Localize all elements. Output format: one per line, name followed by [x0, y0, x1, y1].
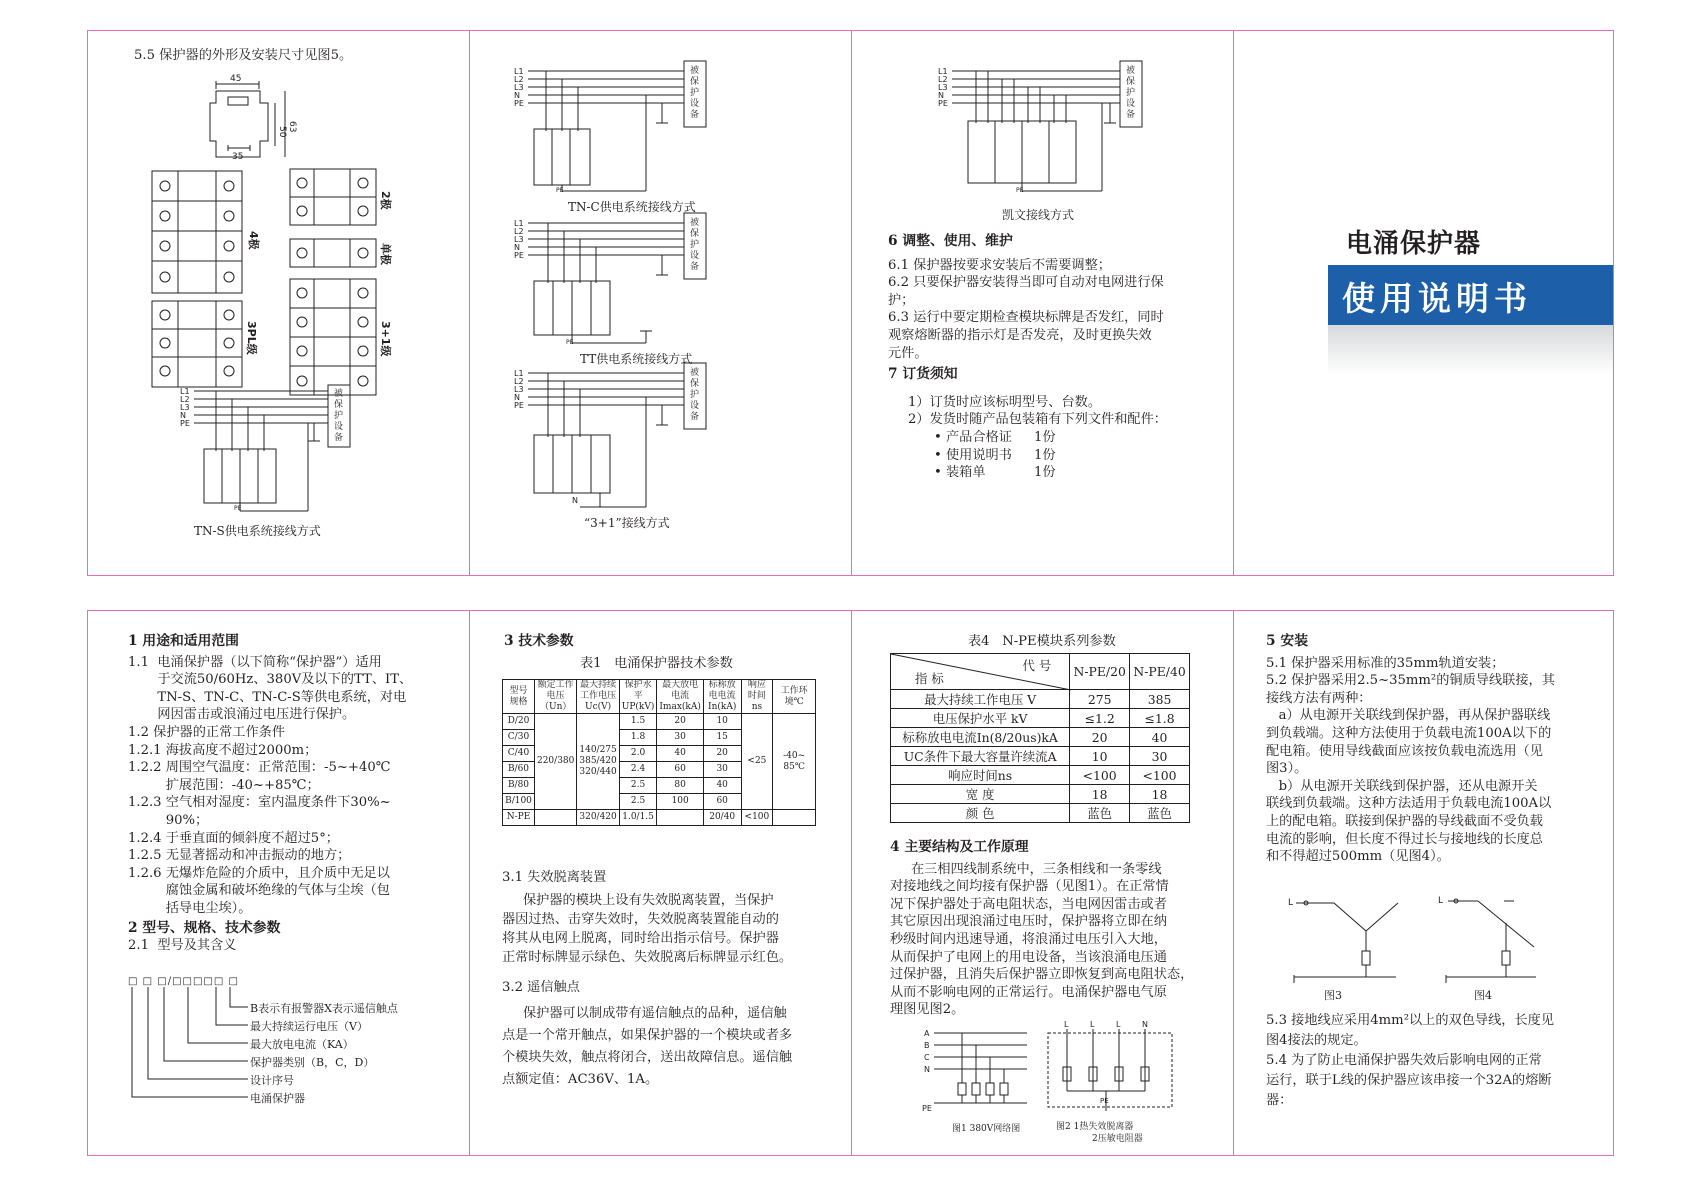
paragraph-line: 对接地线之间均接有保护器（见图1）。在正常情 — [890, 879, 1169, 895]
heading-6: 6 调整、使用、维护 — [888, 233, 1013, 249]
table-header: N-PE/20 — [1070, 654, 1130, 690]
scope-line: 90%； — [128, 812, 209, 828]
31-pe: PE — [514, 401, 524, 410]
item-6-1: 6.1 保护器按要求安装后不需要调整； — [888, 257, 1111, 273]
tt-l2: L2 — [514, 227, 524, 236]
31-l1: L1 — [514, 369, 524, 378]
legend-item: 最大持续运行电压（V） — [250, 1020, 368, 1033]
dim-45-label: 45 — [230, 74, 242, 84]
panel-tech-params — [469, 610, 852, 1156]
scope-line: 括导电尘埃）。 — [128, 900, 252, 916]
paragraph-line: 个模块失效，触点将闭合，送出故障信息。遥信触 — [502, 1049, 793, 1065]
install-line: 运行，联于L线的保护器应该串接一个32A的熔断 — [1266, 1073, 1552, 1088]
scope-line: 腐蚀金属和破坏绝缘的气体与尘埃（包 — [128, 883, 390, 899]
install-line: 和不得超过500mm（见图4）。 — [1266, 849, 1450, 865]
label-4p: 4极 — [247, 231, 260, 250]
label-2p: 2极 — [379, 191, 392, 210]
label-1p: 单极 — [379, 243, 392, 265]
table4-title: 表4 N-PE模块系列参数 — [968, 634, 1116, 649]
install-line: 电流的影响，但长度不得过长与接地线的长度总 — [1266, 831, 1543, 847]
paragraph-line: 器因过热、击穿失效时，失效脱离装置能自动的 — [502, 911, 779, 927]
table-row: 电压保护水平 kV ≤1.2 ≤1.8 — [891, 709, 1190, 728]
table-row: C/30 1.8 30 15 — [503, 730, 816, 746]
kelvin-l1: L1 — [938, 67, 948, 76]
panel-wiring — [469, 30, 852, 576]
paragraph-line: 正常时标牌显示绿色、失效脱离后标牌显示红色。 — [502, 949, 793, 965]
paragraph-line: 在三相四线制系统中，三条相线和一条零线 — [890, 861, 1162, 877]
tns-caption: TN-S供电系统接线方式 — [194, 524, 321, 538]
model-code: □ □ □/□□□□□ □ — [128, 976, 239, 987]
31-n: N — [514, 393, 520, 402]
model-legend — [250, 1000, 398, 1108]
table-row: D/20 220/380 140/275 385/420 320/440 1.5 20 10 <25 -40~ 85℃ — [503, 714, 816, 730]
tnc-l2: L2 — [514, 75, 524, 84]
tt-protected-2: 保 — [690, 229, 700, 239]
table-row: 响应时间ns <100 <100 — [891, 766, 1190, 785]
document-list — [888, 429, 1167, 482]
tnc-protected-4: 设 — [690, 99, 700, 109]
fig2-l1: L — [1064, 1020, 1069, 1029]
list-item: • 装箱单 1份 — [934, 465, 1056, 481]
list-item: • 产品合格证 1份 — [934, 429, 1056, 445]
order-2: 2）发货时随产品包装箱有下列文件和配件： — [908, 412, 1167, 428]
paragraph-line: 其它原因出现浪涌过电压时，保护器将立即在纳 — [890, 914, 1167, 930]
response-cell: <25 — [741, 714, 773, 810]
install-line: 联线到负载端。这种方法适用于负载电流100A以 — [1266, 796, 1552, 812]
table-row: 颜 色 蓝色 蓝色 — [891, 804, 1190, 823]
scope-line: TN-S、TN-C、TN-C-S等供电系统，对电 — [128, 689, 407, 705]
fig1-caption: 图1 380V网络图 — [952, 1124, 1021, 1134]
fig4-l: L — [1438, 896, 1444, 906]
install-line: 图4接法的规定。 — [1266, 1033, 1367, 1048]
heading-3-1: 3.1 失效脱离装置 — [502, 870, 607, 885]
section-5-3 — [1266, 1011, 1554, 1111]
tns-line-n: N — [180, 411, 186, 420]
scope-line: 1.2.1 海拔高度不超过2000m； — [128, 742, 318, 758]
kelvin-protected-2: 保 — [1126, 77, 1136, 87]
tnc-pe-label: PE — [556, 187, 564, 194]
fig4-caption: 图4 — [1474, 989, 1492, 1002]
kelvin-protected-3: 护 — [1126, 88, 1136, 98]
paragraph-line: 理图见图2。 — [890, 1002, 965, 1018]
item-6-3b: 观察熔断器的指示灯是否发亮，及时更换失效 — [888, 327, 1152, 343]
tt-protected-3: 护 — [690, 240, 700, 250]
kelvin-l2: L2 — [938, 75, 948, 84]
fig3-caption: 图3 — [1324, 989, 1342, 1002]
item-6-2b: 护； — [888, 292, 915, 308]
fig2-l2: L — [1090, 1020, 1095, 1029]
panel-dimensions — [87, 30, 470, 576]
install-line: b）从电源开关联线到保护器，还从电源开关 — [1266, 778, 1538, 794]
paragraph-line: 保护器可以制成带有遥信触点的品种，遥信触 — [502, 1005, 787, 1021]
table-header: 最大放电电流Imax(kA) — [657, 680, 704, 714]
31-protected-1: 被 — [690, 368, 700, 378]
cover-band — [1328, 265, 1614, 325]
label-31: 3+1级 — [379, 321, 392, 357]
section-2-1: 2.1 型号及其含义 — [128, 938, 237, 954]
tnc-n: N — [514, 91, 520, 100]
paragraph-line: 保护器的模块上设有失效脱离装置，当保护 — [502, 892, 774, 908]
paragraph-line: 从而不影响电网的正常运行。电涌保护器电气原 — [890, 984, 1167, 1000]
fig2-pe: PE — [1100, 1097, 1109, 1105]
kelvin-l3: L3 — [938, 83, 948, 92]
table1-title: 表1 电涌保护器技术参数 — [580, 656, 733, 671]
tt-n: N — [514, 243, 520, 252]
tns-line-l2: L2 — [180, 395, 190, 404]
tns-pe-label: PE — [234, 505, 242, 512]
uc-cell: 140/275 385/420 320/440 — [577, 714, 619, 810]
scope-line: 1.2.3 空气相对湿度：室内温度条件下30%~ — [128, 795, 391, 811]
fig2-caption-a: 图2 1热失效脱离器 — [1056, 1122, 1134, 1132]
table-row: UC条件下最大容量许续流A 10 30 — [891, 747, 1190, 766]
31-l2: L2 — [514, 377, 524, 386]
tns-line-l1: L1 — [180, 387, 190, 396]
table-row: 宽 度 18 18 — [891, 785, 1190, 804]
install-line: 5.1 保护器采用标准的35mm轨道安装； — [1266, 655, 1505, 671]
paragraph-line: 从而保护了电网上的用电设备，当该浪涌电压通 — [890, 949, 1167, 965]
scope-line: 1.2 保护器的正常工作条件 — [128, 724, 286, 740]
panel-cover — [1233, 30, 1614, 576]
fig1-n: N — [924, 1065, 930, 1074]
fig3-l: L — [1288, 898, 1294, 908]
paragraph-line: 况下保护器处于高电阻状态，当电网因雷击或者 — [890, 896, 1167, 912]
31-l3: L3 — [514, 385, 524, 394]
tt-protected-4: 设 — [690, 251, 700, 261]
kelvin-n: N — [938, 91, 944, 100]
env-cell: -40~ 85℃ — [773, 714, 816, 810]
panel-scope — [87, 610, 470, 1156]
31-protected-4: 设 — [690, 401, 700, 411]
fig2-l3: L — [1116, 1020, 1121, 1029]
table-row: B/60 2.4 60 30 — [503, 762, 816, 778]
paragraph-line: 点是一个常开触点，如果保护器的一个模块或者多 — [502, 1027, 793, 1043]
install-line: 上的配电箱。联接到保护器的导线截面不受负载 — [1266, 813, 1543, 829]
table-header: 保护水平UP(kV) — [619, 680, 657, 714]
kelvin-pe-label: PE — [1016, 187, 1024, 194]
31-n-label: N — [572, 496, 578, 505]
legend-item: 设计序号 — [250, 1074, 294, 1087]
kelvin-protected-1: 被 — [1126, 66, 1136, 76]
heading-3: 3 技术参数 — [504, 633, 574, 649]
paragraph-line: 过保护器，且消失后保护器立即恢复到高电阻状态， — [890, 967, 1194, 983]
heading-5: 5 安装 — [1266, 633, 1308, 649]
fig1-b: B — [924, 1041, 930, 1050]
install-line: a）从电源开关联线到保护器，再从保护器联线 — [1266, 708, 1551, 724]
kelvin-protected-5: 备 — [1126, 110, 1136, 120]
scope-line: 1.1 电涌保护器（以下简称“保护器”）适用 — [128, 654, 382, 670]
fig2-n: N — [1142, 1020, 1148, 1029]
dim-63-label: 63 — [287, 121, 297, 133]
scope-line: 于交流50/60Hz、380V及以下的TT、IT、 — [128, 672, 413, 688]
table-header: N-PE/40 — [1130, 654, 1190, 690]
item-6-3a: 6.3 运行中要定期检查模块标牌是否发红，同时 — [888, 310, 1164, 326]
tt-l3: L3 — [514, 235, 524, 244]
cover-shadow — [1328, 325, 1614, 375]
install-line: 5.4 为了防止电涌保护器失效后影响电网的正常 — [1266, 1053, 1542, 1068]
tnc-l1: L1 — [514, 67, 524, 76]
tns-protected-2: 保 — [334, 400, 344, 410]
fig1-a: A — [924, 1029, 930, 1038]
tnc-protected-5: 备 — [690, 110, 700, 120]
table-row: B/100 2.5 100 60 — [503, 794, 816, 810]
scope-line: 网因雷击或浪涌过电压进行保护。 — [128, 707, 356, 723]
table-row: 标称放电电流In(8/20us)kA 20 40 — [891, 728, 1190, 747]
tt-protected-1: 被 — [690, 218, 700, 228]
panel-installation — [1233, 610, 1614, 1156]
panel-kelvin-and-maintenance — [851, 30, 1234, 576]
tns-protected-3: 护 — [334, 411, 344, 421]
kelvin-caption: 凯文接线方式 — [1002, 208, 1075, 222]
tt-pe-label: PE — [566, 339, 574, 346]
item-6-3c: 元件。 — [888, 345, 928, 361]
tt-protected-5: 备 — [690, 262, 700, 272]
table-row: B/80 2.5 80 40 — [503, 778, 816, 794]
table-header: 标称放电电流In(kA) — [703, 680, 741, 714]
table-header: 型号规格 — [503, 680, 535, 714]
table-header: 最大持续工作电压Uc(V) — [577, 680, 619, 714]
tnc-protected-3: 护 — [690, 88, 700, 98]
maintenance-section — [888, 233, 1167, 482]
label-3pl: 3PL级 — [245, 321, 258, 355]
paragraph-line: 秒级时间内迅速导通，将浪涌过电压引入大地， — [890, 931, 1167, 947]
install-line: 5.2 保护器采用2.5~35mm²的铜质导线联接，其 — [1266, 673, 1555, 689]
31-protected-2: 保 — [690, 379, 700, 389]
tnc-pe: PE — [514, 99, 524, 108]
table-row: 最大持续工作电压 V 275 385 — [891, 690, 1190, 709]
order-1: 1）订货时应该标明型号、台数。 — [908, 394, 1102, 410]
panel-npe-and-structure — [851, 610, 1234, 1156]
section-3-2 — [502, 979, 792, 1091]
scope-line: 扩展范围：-40~+85℃； — [128, 777, 320, 793]
figure1-figure2 — [852, 611, 1234, 1156]
legend-item: 保护器类别（B，C，D） — [250, 1056, 375, 1069]
scope-line: 1.2.2 周围空气温度：正常范围：-5~+40℃ — [128, 760, 391, 776]
tns-line-l3: L3 — [180, 403, 190, 412]
wiring-diagrams — [470, 31, 852, 576]
item-6-2a: 6.2 只要保护器安装得当即可自动对电网进行保 — [888, 275, 1164, 291]
dim-50-label: 50 — [277, 126, 287, 138]
kelvin-protected-4: 设 — [1126, 99, 1136, 109]
heading-1: 1 用途和适用范围 — [128, 633, 239, 649]
tns-protected-4: 设 — [334, 422, 344, 432]
heading-2: 2 型号、规格、技术参数 — [128, 919, 281, 936]
list-item: • 使用说明书 1份 — [934, 447, 1056, 463]
scope-line: 1.2.4 于垂直面的倾斜度不超过5°； — [128, 830, 339, 846]
31-protected-3: 护 — [690, 390, 700, 400]
heading-3-2: 3.2 遥信触点 — [502, 980, 580, 995]
install-line: 图3）。 — [1266, 761, 1308, 777]
install-line: 到负载端。这种方法使用于负载电流100A以下的 — [1266, 725, 1552, 741]
kelvin-pe: PE — [938, 99, 948, 108]
table-header: 工作环境℃ — [773, 680, 816, 714]
tt-l1: L1 — [514, 219, 524, 228]
table-header-diagonal: 代 号 指 标 — [891, 654, 1070, 690]
31-caption: “3+1”接线方式 — [584, 516, 670, 530]
31-protected-5: 备 — [690, 412, 700, 422]
dim-35-label: 35 — [232, 152, 244, 162]
cover-title: 电涌保护器 — [1346, 229, 1482, 259]
tt-caption: TT供电系统接线方式 — [580, 352, 693, 366]
install-line: 器： — [1266, 1093, 1293, 1108]
table-header: 额定工作电压（Un） — [534, 680, 576, 714]
tnc-l3: L3 — [514, 83, 524, 92]
tt-pe: PE — [514, 251, 524, 260]
section-5-5-text: 5.5 保护器的外形及安装尺寸见图5。 — [134, 48, 353, 63]
cover-subtitle: 使用说明书 — [1342, 279, 1532, 318]
legend-item: 最大放电电流（KA） — [250, 1038, 354, 1051]
section-3-1 — [502, 869, 792, 967]
fig2-caption-b: 2压敏电阻器 — [1092, 1134, 1143, 1144]
install-line: 配电箱。使用导线截面应该按负载电流选用（见 — [1266, 743, 1543, 759]
tns-protected-5: 备 — [334, 433, 344, 443]
tnc-protected-2: 保 — [690, 77, 700, 87]
tnc-caption: TN-C供电系统接线方式 — [568, 200, 696, 214]
tns-line-pe: PE — [180, 419, 190, 428]
legend-item: B表示有报警器X表示遥信触点 — [250, 1002, 398, 1015]
legend-item: 电涌保护器 — [250, 1092, 305, 1105]
heading-7: 7 订货须知 — [888, 366, 958, 383]
dimension-drawings — [88, 31, 470, 576]
install-line: 接线方法有两种： — [1266, 690, 1372, 706]
spec-table — [502, 679, 816, 826]
tnc-protected-1: 被 — [690, 66, 700, 76]
tns-protected-1: 被 — [334, 389, 344, 399]
table-row: N-PE 320/420 1.0/1.5 20/40 <100 — [503, 810, 816, 826]
paragraph-line: 将其从电网上脱离，同时给出指示信号。保护器 — [502, 930, 779, 946]
scope-line: 1.2.5 无显著摇动和冲击振动的地方； — [128, 848, 351, 864]
fig1-c: C — [924, 1053, 930, 1062]
scope-line: 1.2.6 无爆炸危险的介质中，且介质中无足以 — [128, 865, 390, 881]
un-cell: 220/380 — [534, 714, 576, 810]
paragraph-line: 点额定值：AC36V、1A。 — [502, 1071, 659, 1087]
fig1-pe: PE — [922, 1104, 932, 1113]
table-row: C/40 2.0 40 20 — [503, 746, 816, 762]
install-line: 5.3 接地线应采用4mm²以上的双色导线，长度见 — [1266, 1013, 1555, 1028]
heading-4: 4 主要结构及工作原理 — [890, 839, 1029, 855]
table-header: 响应时间ns — [741, 680, 773, 714]
